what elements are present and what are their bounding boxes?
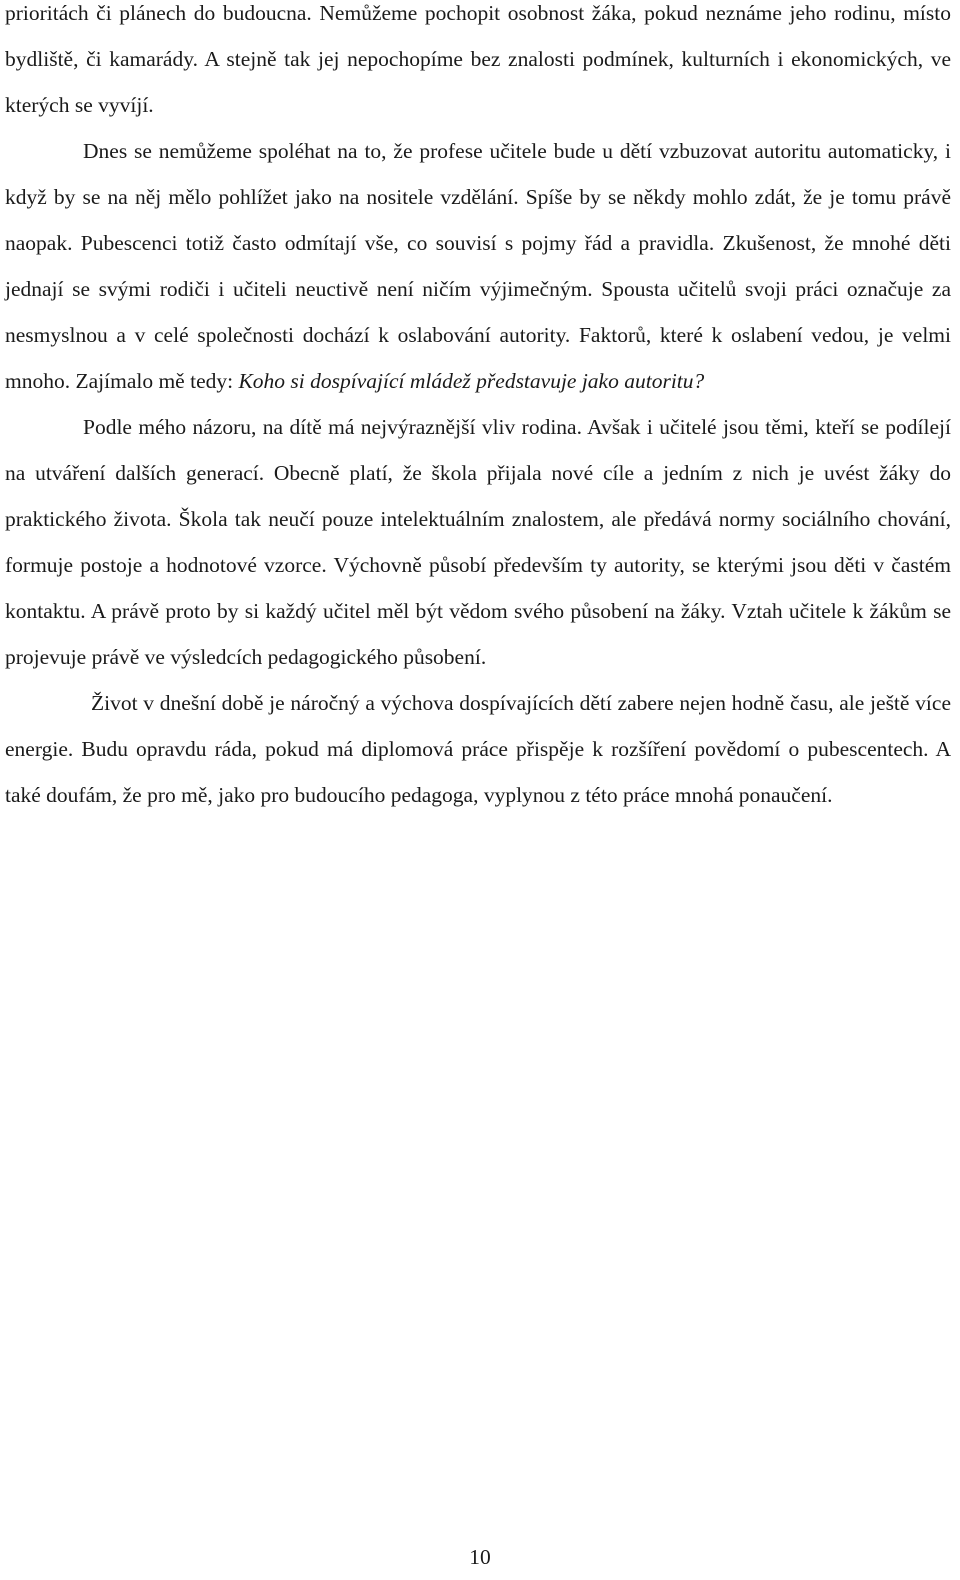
paragraph-2 [5,128,951,404]
paragraph-1: prioritách či plánech do budoucna. Nemůžeme pochopit osobnost žáka, pokud neznáme jeho rodinu, místo bydliště, či kamarády. A stejně tak jej nepochopíme bez znalosti podmínek, kulturních i ekonomických, ve kterých se vyvíjí. [5,1,951,117]
research-question: Koho si dospívající mládež představuje jako autoritu? [238,369,705,393]
paragraph-2-text: Dnes se nemůžeme spoléhat na to, že profese učitele bude u dětí vzbuzovat autoritu automaticky, i když by se na něj mělo pohlížet jako na nositele vzdělání. Spíše by se někdy mohlo zdát, že je tomu právě naopak. Pubescenci totiž často odmítají vše, co souvisí s pojmy řád a pravidla. Zkušenost, že mnohé děti jednají se svými rodiči i učiteli neuctivě není ničím výjimečným. Spousta učitelů svoji práci označuje za nesmyslnou a v celé společnosti dochází k oslabování autority. Faktorů, které k oslabení vedou, je velmi mnoho. Zajímalo mě tedy: [5,139,951,393]
page-number: 10 [469,1545,491,1569]
document-page [5,0,951,818]
paragraph-3: Podle mého názoru, na dítě má nejvýraznější vliv rodina. Avšak i učitelé jsou těmi, kteří se podílejí na utváření dalších generací. Obecně platí, že škola přijala nové cíle a jedním z nich je uvést žáky do praktického života. Škola tak neučí pouze intelektuálním znalostem, ale předává normy sociálního chování, formuje postoje a hodnotové vzorce. Výchovně působí především ty autority, se kterými jsou děti v častém kontaktu. A právě proto by si každý učitel měl být vědom svého působení na žáky. Vztah učitele k žákům se projevuje právě ve výsledcích pedagogického působení. [5,415,951,669]
paragraph-4: Život v dnešní době je náročný a výchova dospívajících dětí zabere nejen hodně času, ale ještě více energie. Budu opravdu ráda, pokud má diplomová práce přispěje k rozšíření povědomí o pubescentech. A také doufám, že pro mě, jako pro budoucího pedagoga, vyplynou z této práce mnohá ponaučení. [5,691,951,807]
